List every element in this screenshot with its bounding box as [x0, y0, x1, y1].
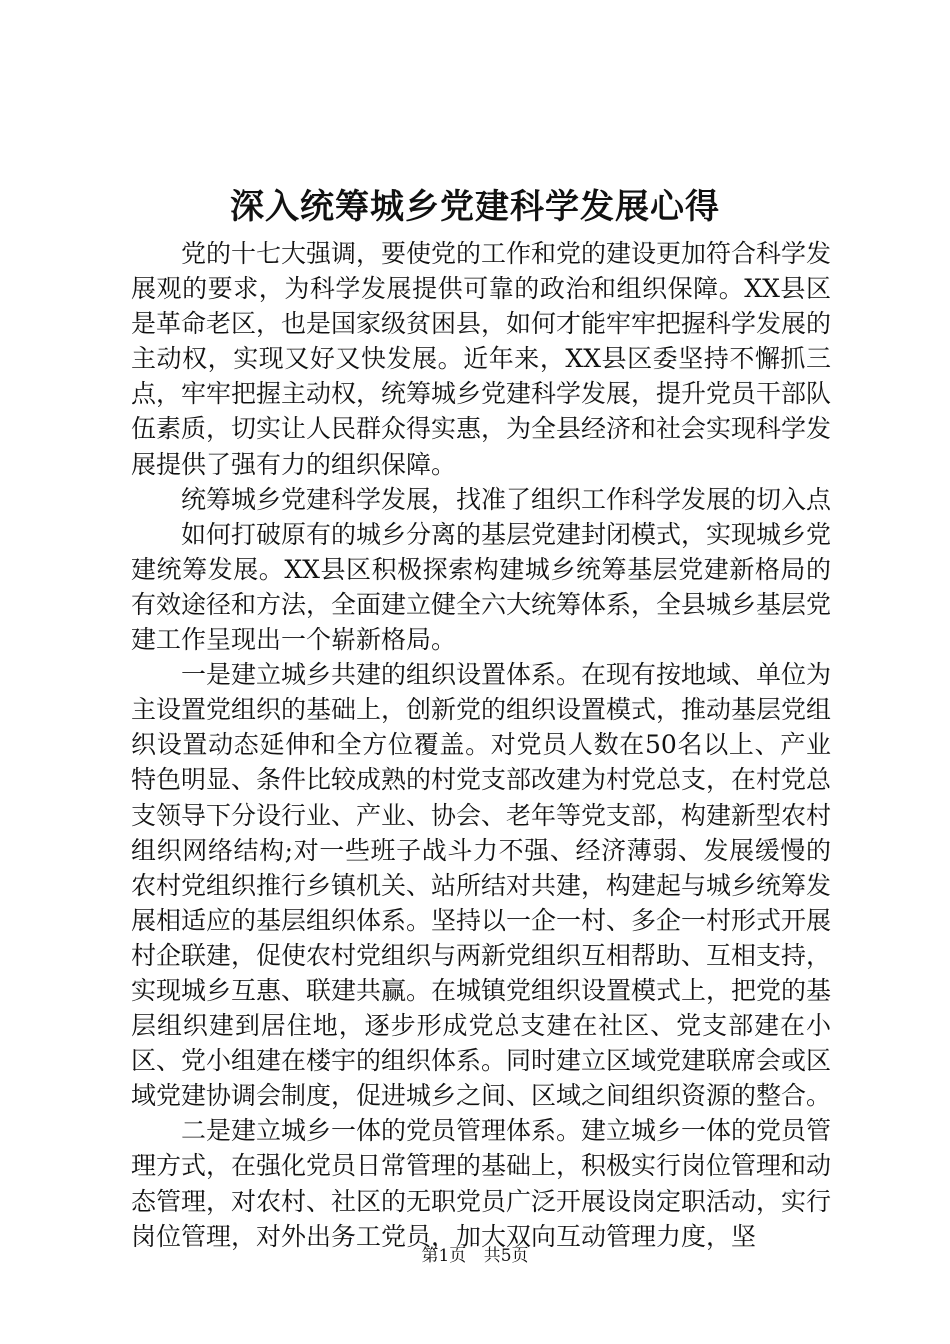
- paragraph-point-one: 一是建立城乡共建的组织设置体系。在现有按地域、单位为主设置党组织的基础上，创新党的组织设置模式，推动基层党组织设置动态延伸和全方位覆盖。对党员人数在50名以上、产业特色明显、条件比较成熟的村党支部改建为村党总支，在村党总支领导下分设行业、产业、协会、老年等党支部，构建新型农村组织网络结构;对一些班子战斗力不强、经济薄弱、发展缓慢的农村党组织推行乡镇机关、站所结对共建，构建起与城乡统筹发展相适应的基层组织体系。坚持以一企一村、多企一村形式开展村企联建，促使农村党组织与两新党组织互相帮助、互相支持，实现城乡互惠、联建共赢。在城镇党组织设置模式上，把党的基层组织建到居住地，逐步形成党总支建在社区、党支部建在小区、党小组建在楼宇的组织体系。同时建立区域党建联席会或区域党建协调会制度，促进城乡之间、区域之间组织资源的整合。: [131, 660, 832, 1111]
- page-total: 共5页: [483, 1246, 529, 1266]
- page-footer: [0, 1244, 950, 1268]
- paragraph-point-two: 二是建立城乡一体的党员管理体系。建立城乡一体的党员管理方式，在强化党员日常管理的基础上，积极实行岗位管理和动态管理，对农村、社区的无职党员广泛开展设岗定职活动，实行岗位管理，对外出务工党员，加大双向互动管理力度，坚: [131, 1116, 832, 1251]
- document-body: [131, 236, 831, 1254]
- paragraph-intro: 党的十七大强调，要使党的工作和党的建设更加符合科学发展观的要求，为科学发展提供可靠的政治和组织保障。XX县区是革命老区，也是国家级贫困县，如何才能牢牢把握科学发展的主动权，实现又好又快发展。近年来，XX县区委坚持不懈抓三点，牢牢把握主动权，统筹城乡党建科学发展，提升党员干部队伍素质，切实让人民群众得实惠，为全县经济和社会实现科学发展提供了强有力的组织保障。: [131, 239, 832, 479]
- paragraph-section-heading: 统筹城乡党建科学发展，找准了组织工作科学发展的切入点: [181, 484, 832, 514]
- page-number: 第1页: [421, 1246, 467, 1266]
- paragraph-overview: 如何打破原有的城乡分离的基层党建封闭模式，实现城乡党建统筹发展。XX县区积极探索构建城乡统筹基层党建新格局的有效途径和方法，全面建立健全六大统筹体系，全县城乡基层党建工作呈现出一个崭新格局。: [131, 519, 832, 655]
- document-title: 深入统筹城乡党建科学发展心得: [230, 187, 720, 227]
